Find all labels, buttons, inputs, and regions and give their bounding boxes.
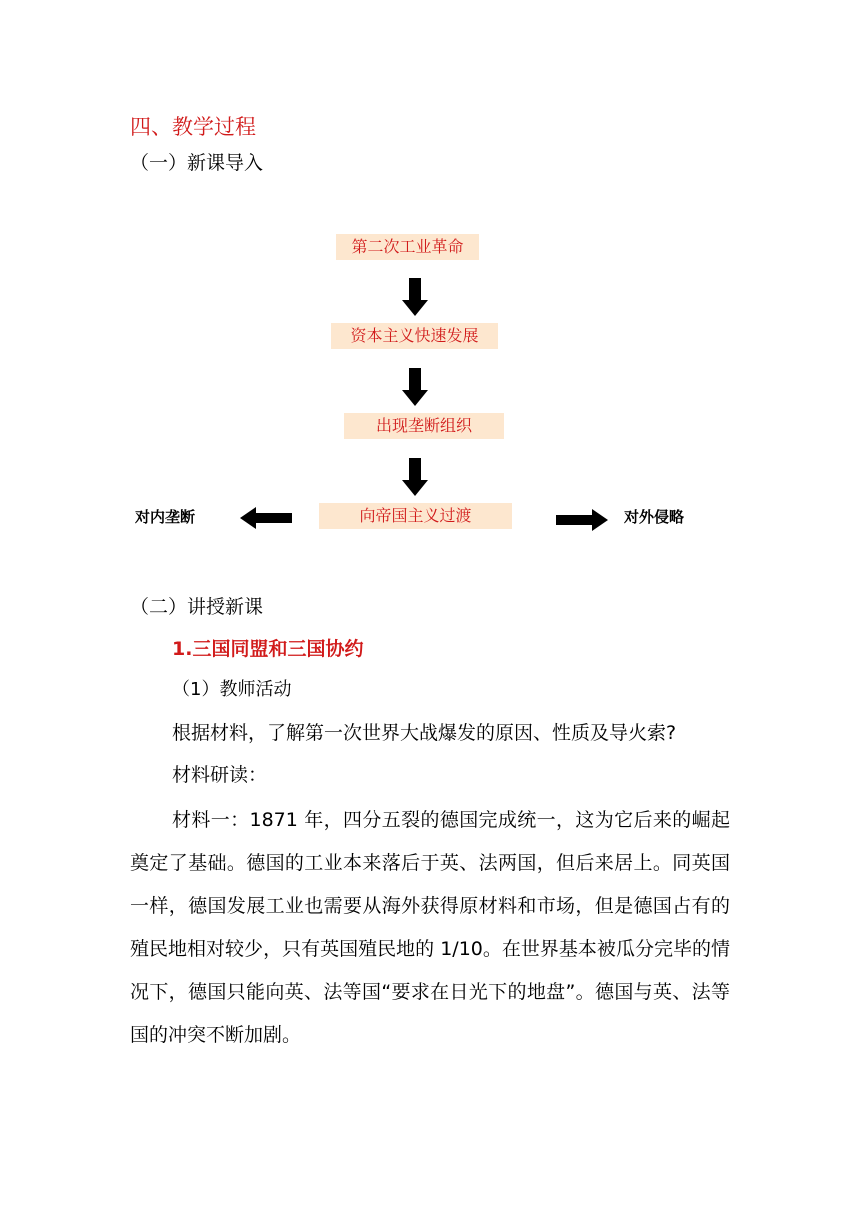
subsection-intro: （一）新课导入	[130, 152, 264, 174]
flow-box-capitalism-growth: 资本主义快速发展	[331, 323, 498, 349]
flow-left-label: 对内垄断	[135, 508, 196, 526]
teacher-activity-label: （1）教师活动	[172, 679, 292, 700]
flow-box-industrial-revolution: 第二次工业革命	[336, 234, 479, 260]
flow-box-imperialism: 向帝国主义过渡	[319, 503, 512, 529]
left-arrow-icon	[240, 507, 292, 529]
question-text: 根据材料，了解第一次世界大战爆发的原因、性质及导火索?	[172, 722, 677, 744]
down-arrow-icon	[402, 278, 428, 316]
section-title: 四、教学过程	[130, 115, 256, 139]
down-arrow-icon	[402, 458, 428, 496]
material-one-paragraph: 材料一：1871 年，四分五裂的德国完成统一，这为它后来的崛起奠定了基础。德国的工业本来落后于英、法两国，但后来居上。同英国一样，德国发展工业也需要从海外获得原材料和市场，但是德国占有的殖民地相对较少，只有英国殖民地的 1/10。在世界基本被瓜分完毕的情况下，德国只能向英、法等国“要求在日光下的地盘”。德国与英、法等国的冲突不断加剧。	[130, 809, 730, 1046]
flow-right-label: 对外侵略	[624, 508, 685, 526]
right-arrow-icon	[556, 509, 608, 531]
down-arrow-icon	[402, 368, 428, 406]
flow-box-monopoly: 出现垄断组织	[344, 413, 504, 439]
material-label: 材料研读：	[172, 764, 268, 786]
heading-alliances: 1.三国同盟和三国协约	[172, 638, 364, 660]
subsection-new: （二）讲授新课	[130, 596, 264, 618]
